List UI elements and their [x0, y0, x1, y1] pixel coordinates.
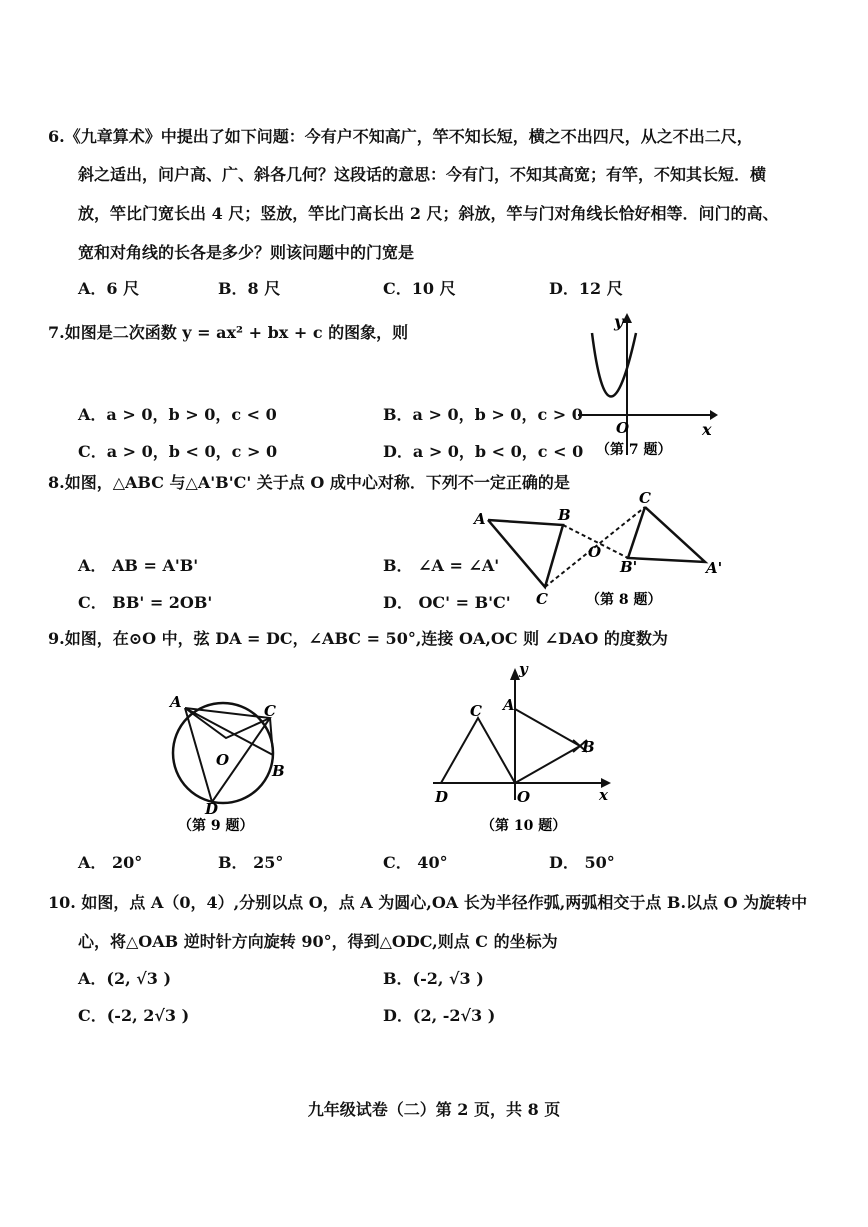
q8-caption: （第 8 题）	[586, 592, 662, 608]
q9-option-c: C． 40°	[383, 853, 448, 872]
q9-circle-figure	[160, 690, 300, 840]
q10-option-d: D．(2, -2√3 )	[383, 1006, 496, 1025]
q6-line-2: 斜之适出，问户高、广、斜各几何？这段话的意思：今有门，不知其高宽；有竿，不知其长短．横	[78, 165, 767, 184]
q10-line-1: 10. 如图，点 A（0，4）,分别以点 O，点 A 为圆心,OA 长为半径作弧,两弧相交于点 B.以点 O 为旋转中	[48, 893, 808, 912]
q8-option-c: C． BB' = 2OB'	[78, 593, 213, 612]
q8-option-a: A． AB = A'B'	[78, 556, 199, 575]
q10-option-a: A．(2, √3 )	[78, 969, 172, 988]
q9-option-b: B． 25°	[218, 853, 284, 872]
q10-label-a: A	[503, 696, 515, 714]
q10-y-label: y	[519, 660, 528, 678]
q8-label-c: C	[536, 590, 548, 608]
q10-option-b: B．(-2, √3 )	[383, 969, 484, 988]
q6-option-c: C．10 尺	[383, 279, 456, 298]
q8-label-o: O	[588, 543, 602, 561]
q8-label-b-prime: B'	[620, 558, 638, 576]
q6-line-4: 宽和对角线的长各是多少？则该问题中的门宽是	[78, 243, 415, 262]
q10-label-o: O	[517, 788, 531, 806]
q8-symmetry-figure	[470, 490, 730, 615]
q7-option-c: C．a > 0，b < 0，c > 0	[78, 442, 278, 461]
q8-option-d: D． OC' = B'C'	[383, 593, 511, 612]
q6-line-1: 6.《九章算术》中提出了如下问题：今有户不知高广，竿不知长短，横之不出四尺，从之不出二尺，	[48, 127, 753, 146]
q7-y-label: y	[614, 312, 624, 331]
q6-option-b: B．8 尺	[218, 279, 281, 298]
q7-parabola-figure	[570, 305, 720, 465]
q9-label-b: B	[272, 762, 285, 780]
q7-origin-label: O	[616, 419, 630, 437]
q9-label-a: A	[170, 693, 182, 711]
q10-caption: （第 10 题）	[481, 818, 567, 834]
page-footer: 九年级试卷（二）第 2 页，共 8 页	[307, 1100, 561, 1119]
q7-caption: （第 7 题）	[596, 442, 672, 458]
q6-line-3: 放，竿比门宽长出 4 尺；竖放，竿比门高长出 2 尺；斜放，竿与门对角线长恰好相等．问门的高、	[78, 204, 779, 223]
q8-label-a-prime: A'	[706, 559, 723, 577]
q9-caption: （第 9 题）	[178, 818, 254, 834]
q10-rotation-figure	[425, 660, 625, 840]
q6-option-a: A．6 尺	[78, 279, 140, 298]
q7-option-d: D．a > 0，b < 0，c < 0	[383, 442, 584, 461]
q8-label-c-prime: C	[639, 489, 651, 507]
q10-label-b: B	[582, 738, 595, 756]
q10-line-2: 心，将△OAB 逆时针方向旋转 90°，得到△ODC,则点 C 的坐标为	[78, 932, 558, 951]
q10-option-c: C．(-2, 2√3 )	[78, 1006, 190, 1025]
q10-x-label: x	[599, 786, 608, 804]
q9-label-d: D	[205, 800, 219, 818]
q6-option-d: D．12 尺	[549, 279, 623, 298]
q10-label-c: C	[470, 702, 482, 720]
q7-option-a: A．a > 0，b > 0，c < 0	[78, 405, 277, 424]
q8-label-b: B	[558, 506, 571, 524]
q8-option-b: B． ∠A = ∠A'	[383, 556, 500, 575]
q8-label-a: A	[474, 510, 486, 528]
q9-option-a: A． 20°	[78, 853, 143, 872]
q7-x-label: x	[702, 420, 712, 439]
q9-stem: 9.如图，在⊙O 中，弦 DA = DC，∠ABC = 50°,连接 OA,OC 则 ∠DAO 的度数为	[48, 629, 668, 648]
q9-option-d: D． 50°	[549, 853, 615, 872]
q10-label-d: D	[435, 788, 449, 806]
q9-label-c: C	[264, 702, 276, 720]
q8-stem: 8.如图，△ABC 与△A'B'C' 关于点 O 成中心对称．下列不一定正确的是	[48, 473, 570, 492]
q9-label-o: O	[216, 751, 230, 769]
q7-stem: 7.如图是二次函数 y = ax² + bx + c 的图象，则	[48, 323, 409, 342]
q7-option-b: B．a > 0，b > 0，c > 0	[383, 405, 583, 424]
